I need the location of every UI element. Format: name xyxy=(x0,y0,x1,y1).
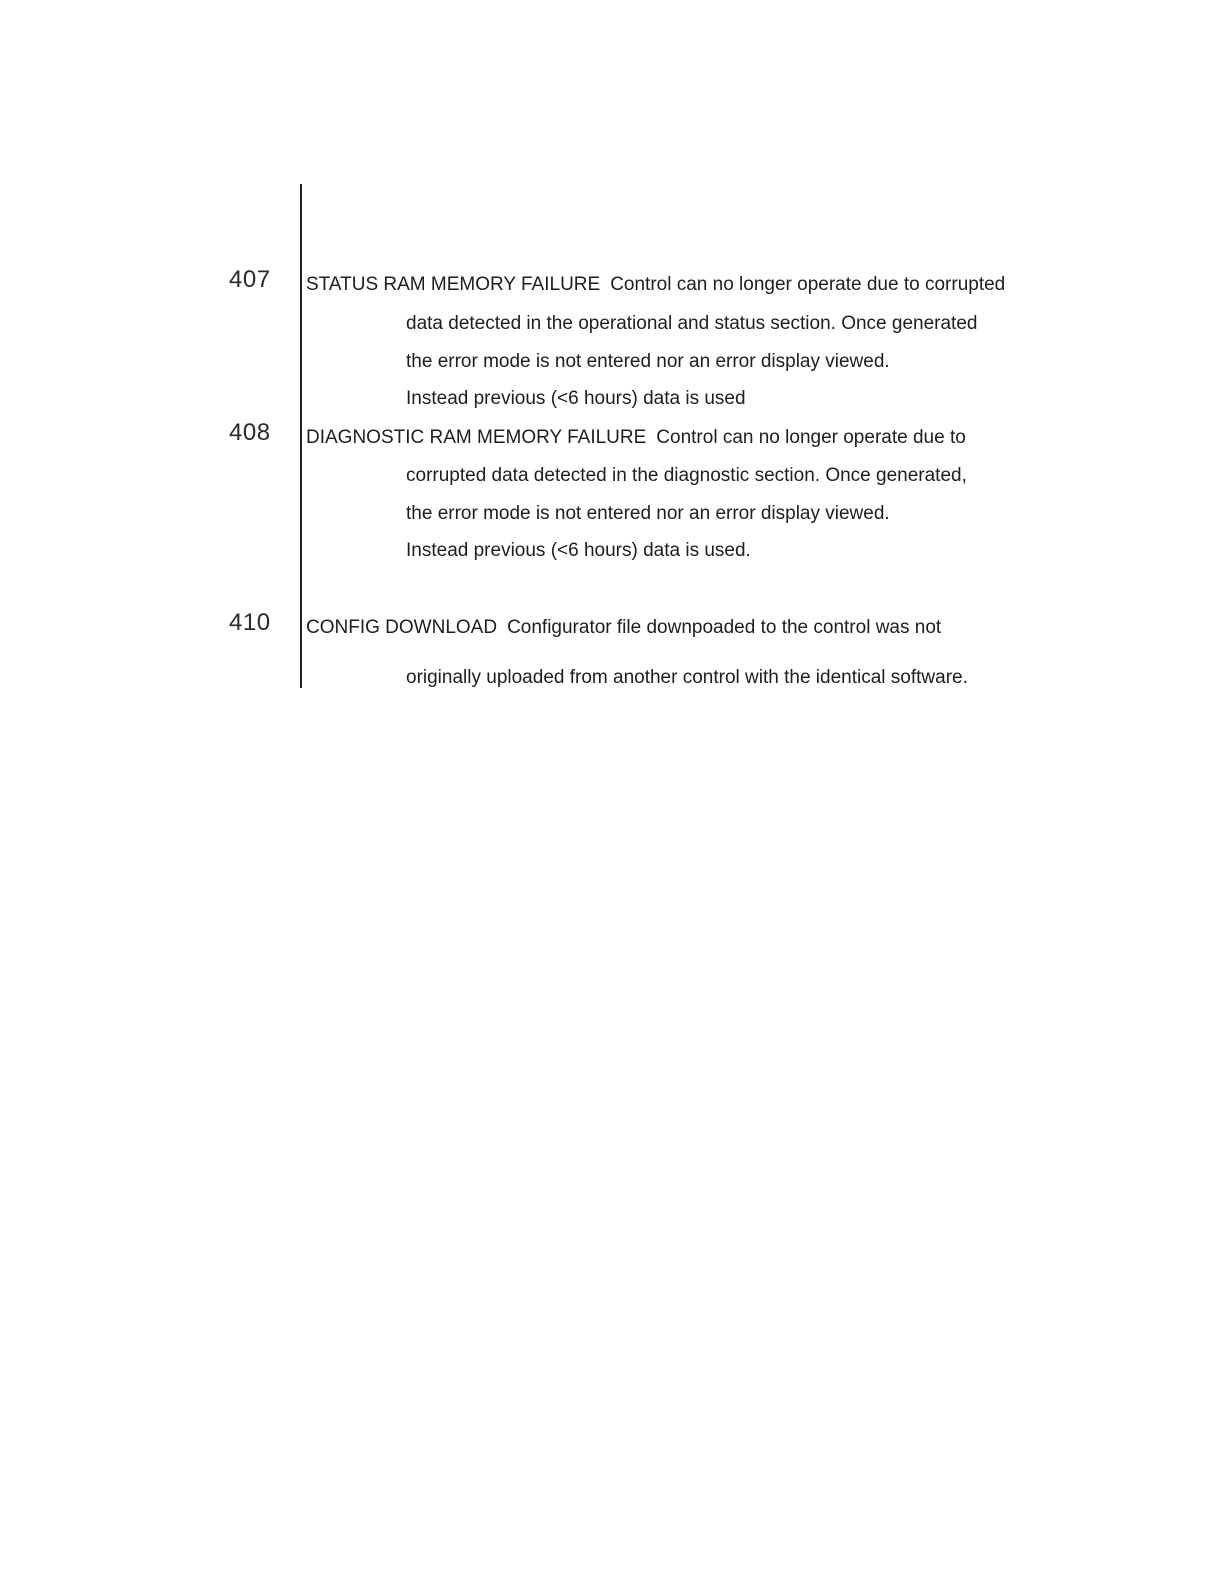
entry-408-line-4: Instead previous (<6 hours) data is used. xyxy=(406,540,751,561)
entry-410-line-2: originally uploaded from another control with the identical software. xyxy=(406,667,968,688)
entry-410-first-line xyxy=(306,617,941,639)
entry-407-line-2: data detected in the operational and status section. Once generated xyxy=(406,313,978,334)
entry-408-line-1: Control can no longer operate due to xyxy=(656,427,966,448)
entry-407-line-4: Instead previous (<6 hours) data is used xyxy=(406,388,746,409)
entry-407-first-line xyxy=(306,274,1005,296)
entry-407-line-1: Control can no longer operate due to corrupted xyxy=(610,274,1006,295)
reference-numeral-410: 410 xyxy=(229,609,271,636)
reference-numeral-408: 408 xyxy=(229,419,271,446)
entry-410-line-1: Configurator file downpoaded to the control was not xyxy=(507,617,942,638)
entry-407-line-3: the error mode is not entered nor an error display viewed. xyxy=(406,351,890,372)
entry-408-first-line xyxy=(306,427,966,449)
entry-408-line-3: the error mode is not entered nor an error display viewed. xyxy=(406,503,890,524)
entry-407-term: STATUS RAM MEMORY FAILURE xyxy=(306,274,601,295)
entry-408-line-2: corrupted data detected in the diagnostic section. Once generated, xyxy=(406,465,967,486)
margin-rule xyxy=(300,184,302,688)
entry-408-term: DIAGNOSTIC RAM MEMORY FAILURE xyxy=(306,427,647,448)
reference-numeral-407: 407 xyxy=(229,266,271,293)
entry-410-term: CONFIG DOWNLOAD xyxy=(306,617,498,638)
